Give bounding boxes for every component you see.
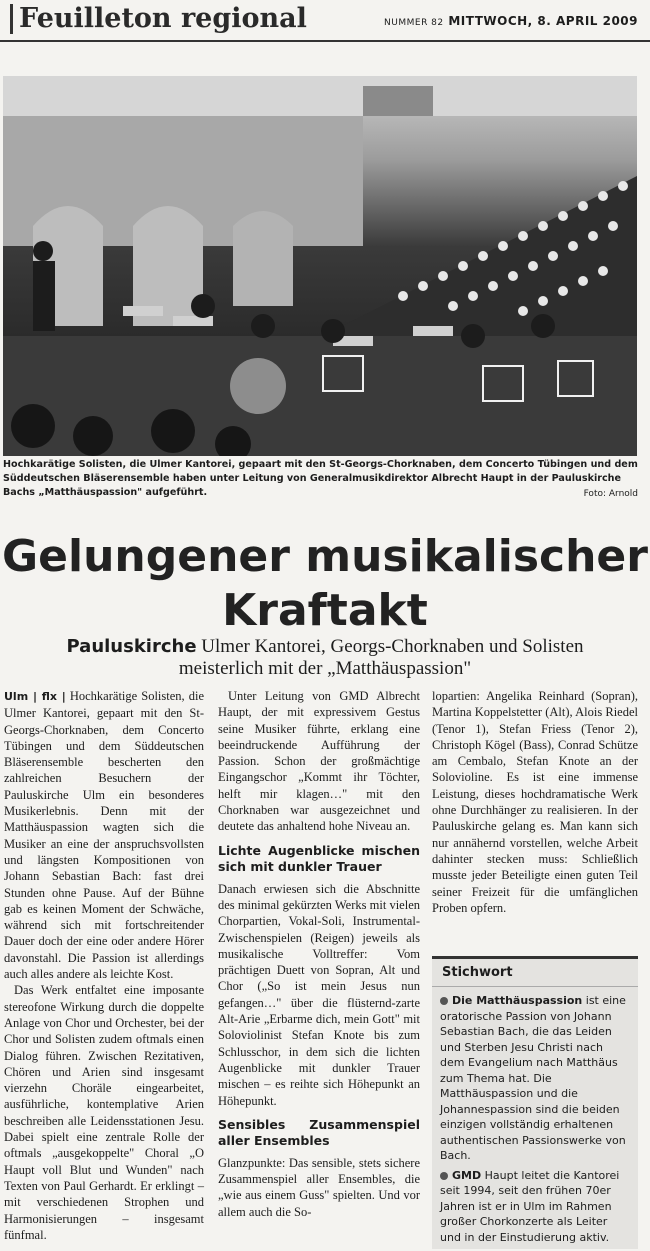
subheadline-text-a: Ulmer Kantorei, Georgs-Chorknaben und Solisten <box>201 636 584 657</box>
dateline: Ulm | flx | <box>4 690 66 703</box>
concert-photo <box>3 76 637 456</box>
issue-info <box>384 14 638 28</box>
article-column-3 <box>432 688 638 916</box>
issue-number: NUMMER 82 <box>384 18 444 28</box>
stichwort-item-1-text: ist eine oratorische Passion von Johann Sebastian Bach, die das Leiden und Sterben Jesu Christi nach dem Evangelium nach Matthäus zum Thema hat. Die Matthäuspassion und die Johannespassion sind die beiden einzigen vollständig erhaltenen authentischen Passionswerke von Bach. <box>440 994 626 1162</box>
subheadline-line-1 <box>0 636 650 658</box>
issue-date: MITTWOCH, 8. APRIL 2009 <box>448 14 638 28</box>
kicker: Pauluskirche <box>66 636 197 657</box>
subheadline <box>0 636 650 680</box>
header-rule <box>0 40 650 42</box>
paragraph-3: Unter Leitung von GMD Albrecht Haupt, der mit expressivem Gestus seine Musiker führte, erklang eine beeindruckende Aufführung der Passion. Schon der großmächtige Eingangschor „Kommt ihr Töchter, helft mir klagen…" mit den Chorknaben war ausgezeichnet und deutete das anhaltend hohe Niveau an. <box>218 689 420 834</box>
section-title: Feuilleton regional <box>10 4 307 34</box>
stichwort-item-1-key: Die Matthäuspassion <box>452 994 583 1007</box>
stichwort-item-2-key: GMD <box>452 1168 482 1182</box>
paragraph-1 <box>4 688 204 982</box>
headline-line-1: Gelungener musikalischer <box>2 531 648 582</box>
stichwort-item-1 <box>440 993 630 1164</box>
headline-line-2: Kraftakt <box>222 585 428 636</box>
stichwort-item-2 <box>440 1168 630 1246</box>
page-header <box>0 0 650 40</box>
paragraph-2: Das Werk entfaltet eine imposante stereofone Wirkung durch die doppelte Anlage von Chor und Orchester, bei der Chor und Solisten zudem oftmals einen Dialog führen. Zwischen Rezitativen, Chören und Arien sind insgesamt vierzehn Choräle eingearbeitet, ausführliche, kontemplative Arien beschreiben alle Leidensstationen Jesu. Dabei spielt eine zentrale Rolle der oftmals „ausgekoppelte" Choral „O Haupt voll Blut und Wunden" nach Texten von Paul Gerhardt. Er erklingt – mit verschiedenen Strophen und Harmonisierungen – insgesamt fünfmal. <box>4 983 204 1242</box>
photo-credit: Foto: Arnold <box>583 489 638 499</box>
photo-caption: Hochkarätige Solisten, die Ulmer Kantorei, gepaart mit den St-Georgs-Chorknaben, dem Concerto Tübingen und dem Süddeutschen Bläserensemble haben unter Leitung von Generalmusikdirektor Albrecht Haupt in der Pauluskirche Bachs „Matthäuspassion" aufgeführt. <box>3 459 638 498</box>
subhead-1: Lichte Augenblicke mischen sich mit dunkler Trauer <box>218 842 420 874</box>
stichwort-item-2-text: Haupt leitet die Kantorei seit 1994, seit den frühen 70er Jahren ist er in Ulm im Rahmen großer Chorkonzerte als Leiter und in der Einstudierung aktiv. <box>440 1168 620 1244</box>
stichwort-box <box>432 956 638 1249</box>
subhead-2: Sensibles Zusammenspiel aller Ensembles <box>218 1116 420 1148</box>
stichwort-title: Stichwort <box>432 959 638 987</box>
article-column-1 <box>4 688 204 1243</box>
bullet-icon <box>440 997 448 1005</box>
bullet-icon <box>440 1172 448 1180</box>
article-column-2 <box>218 688 420 1220</box>
stichwort-body <box>432 987 638 1245</box>
paragraph-4: Danach erwiesen sich die Abschnitte des minimal gekürzten Werks mit vielen Chorpartien, Vokal-Soli, Instrumental-Zwischenspielen (Reigen) jeweils als musikalische Volltreffer: Vom prächtigen Duett von Sopran, Alt und Chor („So ist mein Jesus nun gefangen…" über die flüsternd-zarte Alt-Arie „Erbarme dich, mein Gott" mit Soloviolinist Stefan Knote bis zum Schlusschor, in dem sich die lichten Augenblicke mit dunkler Trauer mischen – es reihte sich Höhepunkt an Höhepunkt. <box>218 881 420 1108</box>
paragraph-1-text: Hochkarätige Solisten, die Ulmer Kantorei, gepaart mit den St-Georgs-Chorknaben, dem Concerto Tübingen und dem Süddeutschen Bläserensemble bescherten den zahlreichen Besuchern der Pauluskirche Ulm ein besonderes Musikerlebnis. Denn mit der Matthäuspassion wagten sich die Musiker an eine der anspruchsvollsten und längsten Kompositionen von Johann Sebastian Bach: fast drei Stunden ohne Pause. Auf der Bühne gab es keinen Moment der Schwäche, während sich mit fortschreitender Dauer doch der eine oder andere Hörer davonstahl. Die Passion ist allerdings auch alles andere als leichte Kost. <box>4 689 205 982</box>
paragraph-6: lopartien: Angelika Reinhard (Sopran), Martina Koppelstetter (Alt), Alois Riedel (Tenor 1), Stefan Friess (Tenor 2), Christoph Kögel (Bass), Conrad Schütze am Cembalo, Stefan Knote an der Solovioline. Es ist eine immense Leistung, dieses hochdramatische Werk ohne Durchhänger zu realisieren. In der Pauluskirche gelang es. Man kann sich nur annähernd vorstellen, welche Arbeit dahinter stecken muss: Schließlich musste jeder Beteiligte einen guten Teil seiner Freizeit für die umfänglichen Proben opfern. <box>432 689 638 915</box>
headline <box>0 530 650 638</box>
paragraph-5: Glanzpunkte: Das sensible, stets sichere Zusammenspiel aller Ensembles, die „wie aus einem Guss" spielten. Und vor allem auch die So- <box>218 1155 420 1219</box>
subheadline-text-b: meisterlich mit der „Matthäuspassion" <box>178 658 472 679</box>
